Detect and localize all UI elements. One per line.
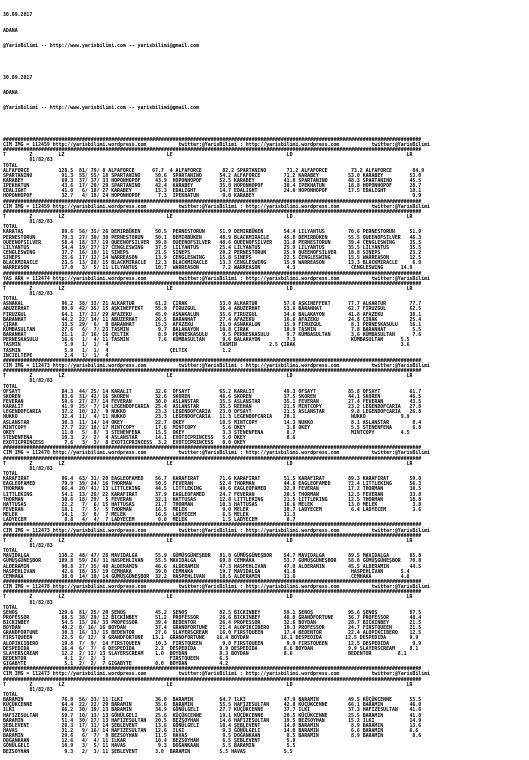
table-row: LILYANTUS 54.4 19/ 27/ 17 CENGLESWING 37.5 LILYANTUS 25.4 LILYANTUS 25.9 LILYANTUS 35.5 LILYANTUS 35.5 <box>3 244 422 251</box>
separator-line: ############################################################################################################################################### <box>3 455 422 462</box>
header-contact: @YarisBilimi -- http://www.yarisbilimi.com -- yarisbilimi@gmail.com <box>3 43 199 50</box>
column-headings: T Z LZ LE LD LR <box>3 285 413 292</box>
separator-line: ############################################################################################################################################### <box>3 666 422 673</box>
separator-line: ############################################################################################################################################### <box>3 368 422 375</box>
table-row: MELEK 14.1 3/ 8/ 7 MELEK 16.5 LADYECEM 6.5 MELEK 11.3 <box>3 512 296 519</box>
table-row: BOYDAN 40.2 8/ 16/ 16 BOYDAN 37.4 GRANDFORTUNE 21.4 ALOPIKCIBERO 19.3 PROFESSOR 24.7 FIRSTQUEEN 21.5 <box>3 625 422 632</box>
table-row: THORMAN 66.4 20/ 41/ 13 LITTLEKING 44.5 LITTLEKING 49.6 EAGLEOFAMED 32.9 FEVERAN 17.2 THORMAN 38.5 <box>3 486 422 493</box>
table-row: OFSAYT 84.3 44/ 25/ 14 KARALIT 32.6 OFSAYT 65.2 KARALIT 49.3 OFSAYT 85.8 OFSAYT 61.7 <box>3 388 422 395</box>
table-row: DOĞANKAAN 12.6 4/ 4/ 11 ILKAR 10.4 BEZSOYHAN 6.5 ŞEBLEVENT 5.8 <box>3 738 296 745</box>
table-row: BEZSOYHAN 9.3 2/ 3/ 11 ŞEBLEVENT 3.0 BARAMIN 5.5 HAVAS 5.5 <box>3 748 293 755</box>
table-row: BLACKMIRACLE 23.5 13/ 28/ 15 BLACKMIRACLE 12.3 BLACKMIRACLE 13.3 CENGLESWING 15.9 WARREASON 13.3 BLACKMIRACLE 6.9 <box>3 260 422 267</box>
separator-line: ############################################################################################################################################### <box>3 280 422 287</box>
race-header: YAS ARA = 112474 http://yarisbilimi.wordpress.com twitter:@YarisBilimi : http://yarisbilimi.wordpress.com twitter:@YarisBilimi <box>3 275 430 282</box>
table-row: ALFAFORCE 128.5 81/ 79/ 8 ALFAFORCE 67.7 4 ALFAFORCE 82.2 SPARTANINO 71.2 ALFAFORCE 73.2 ALFAFORCE 84.9 <box>3 167 425 174</box>
table-row: MINTCOPY 27.7 22/ 18/ 17 MINTCOPY 17.6 MINTCOPY 5.6 OKEY 3.8 OKEY 5.5 STENENFENA 6.8 <box>3 424 422 431</box>
table-row: TASMIN 5.9 1/ 1/ 4 ÇELTIK 1.2 <box>3 347 232 354</box>
table-row: BARAMIN 76.0 56/ 33/ 11 ILKI 36.0 BARAMIN 64.7 ILKI 47.9 BARAMIN 49.5 KÜÇÜKCENNE 55.5 <box>3 697 422 704</box>
table-row: KARABEY 69.3 37/ 37/ 33 HOPONHOPOF 43.9 HOPONHOPOF 52.5 KARABEY 41.8 SPARTANINO 48.3 SPARTANINO 45.5 <box>3 177 422 184</box>
table-row: STENENFENA 10.3 2/ 2/ 4 ASLANSTAR 14.1 EXOTICPRINCESS 5.0 OKEY 8.6 <box>3 435 296 441</box>
table-row: GÖNÜLGELI 10.9 3/ 5/ 11 HAVAS 9.3 DOĞANKAAN 5.5 BARAMIN 5.5 <box>3 743 296 750</box>
table-row: BARAMIN 51.4 30/ 27/ 13 HAFIZESULTAN 20.5 BEZSOYHAN 14.6 HAFIZESULTAN 19.5 BEZSOYHAN 15.2 ILKI 14.9 <box>3 717 422 724</box>
separator-line: ############################################################################################################################################### <box>3 357 422 364</box>
race-block <box>3 138 527 200</box>
race-header: CIM IMG = 112459 http://yarisbilimi.wordpress.com twitter:@YarisBilimi : http://yarisbilimi.wordpress.com twitter:@YarisBilimi <box>3 203 430 210</box>
table-row: GRANDFORTUNE 30.3 16/ 13/ 15 BEDENTOR 27.6 SLAYERSCREAM 16.0 FIRSTQUEEN 17.4 BEDENTOR 22.4 ALOPIKCIBERO 12.5 <box>3 630 422 637</box>
column-subheadings: 81/82/83 <box>3 686 53 693</box>
table-row: CENGLESWING 37.7 16/ 10/ 11 SINEPS 21.5 SINEPS 20.2 PERNESTORUN 25.9 QUEENOFSILVER 18.8 SINEPS 23.2 <box>3 249 422 256</box>
race-header: CIM IMG = 112473 http://yarisbilimi.wordpress.com twitter:@YarisBilimi : http://yarisbilimi.wordpress.com twitter:@YarisBilimi <box>3 671 430 678</box>
table-row: ÇIRAK 33.5 29/ 6/ 8 BARANHAT 15.3 AFAZEKU 21.0 ASNAKALUN 15.9 FIRUZGUL 8.1 PERNESKASULU 16.1 <box>3 321 422 328</box>
race-block <box>3 667 527 754</box>
table-row: WARREASON 17.0 3/ 5/ 11 LILYANTUS 10.7 WARREASON 7.2 WARREASON 4.3 CENGLESWING 14.9 <box>3 265 413 272</box>
table-row: FEVERAN 59.6 27/ 27/ 14 FEVERAN 30.0 ASLANSTAR 35.5 ASLANSTAR 35.1 FEVERAN 27.4 FEVERAN 43.5 <box>3 399 422 406</box>
race-header: CIM IMG = 112470 http://yarisbilimi.wordpress.com twitter:@YarisBilimi : http://yarisbilimi.wordpress.com twitter:@YarisBilimi <box>3 450 430 457</box>
header2-date: 30.09.2017 <box>3 74 33 81</box>
separator-line: ############################################################################################################################################### <box>3 208 422 215</box>
column-headings: T Z LZ LE LD LR <box>3 537 413 544</box>
table-row: FIRUZGUL 64.1 17/ 21/ 29 AFAZEKU 45.9 ASNAKALUN 35.6 FIRUZGUL 34.6 BALAKAYON 41.8 AFAZEKU 38.1 <box>3 311 422 318</box>
column-subheadings: 81/82/83 <box>3 465 53 472</box>
table-row: BICKINBEY 54.5 15/ 26/ 33 PROFESSOR 39.4 BEDENTOR 26.4 PROFESSOR 32.6 BOYDAN 28.7 BICKINBEY 21.5 <box>3 620 422 627</box>
table-row: FEVERAN 18.1 7/ 5/ 5 THORMAN 16.5 MELEK 9.0 MELEK 10.7 LADYECEM 6.4 LADYECEM 3.6 <box>3 506 422 513</box>
header2-contact: @YarisBilimi -- http://www.yarisbilimi.com -- yarisbilimi@gmail.com <box>3 105 199 112</box>
table-row: GÜMÜŞGÜNEŞBOR 109.8 59/ 26/ 31 HASPEHLIVAN 55.5 MAVIDALGA 69.8 CEMHAKA 53.7 GÜMÜŞGÜNEŞBOR 58.8 GÜMÜŞGÜNEŞBOR 70.8 <box>3 558 422 565</box>
blank-line <box>3 60 527 66</box>
table-row: HATTUSAS 22.2 7/ 6/ 15 HATTUSAS 21.7 THORMAN 10.3 HATTUSAS 16.6 MELEK 13.0 MELEK 3.8 <box>3 501 422 508</box>
table-row: ILKI 66.2 30/ 10/ 13 BARAMIN 34.9 GÖNÜLGELI 27.7 KÜÇÜKCENNE 37.7 ILKI 37.3 HAFIZESULTAN 41.0 <box>3 707 422 714</box>
table-row: TASMIN 5.9 1/ 1/ 4 TASMIN 2.5 ÇIRAK 3.6 <box>3 342 410 349</box>
race-block <box>3 446 527 523</box>
document-body <box>3 3 527 755</box>
separator-line: ############################################################################################################################################### <box>3 578 422 585</box>
table-row: DESPEDIDA 16.4 6/ 7/ 6 DESPEDIDA 2.2 DESPEDIDA 9.9 DESPEDIDA 8.6 BOYDAN 9.9 SLAYERSCREAM 8.1 <box>3 645 419 652</box>
table-row: KÜÇÜKCENNE 64.4 22/ 22/ 29 BARAMIN 35.6 BARAMIN 55.5 HAFIZESULTAN 42.8 KÜÇÜKCENNE 66.1 BARAMIN 46.0 <box>3 702 422 709</box>
race-block <box>3 523 527 580</box>
table-row: THORMAN 30.6 18/ 29/ 5 FEVERAN 32.1 HATTUSAS 12.8 LITTLEKING 21.5 LITTLEKING 12.5 THORMAN 18.8 <box>3 496 422 503</box>
table-row: PERNESTORUN 79.3 27/ 30/ 30 PERNESTORUN 50.1 DEMIRBÜKEN 48.9 BLACKMIRACLE 45.8 DEMIRBÜKEN 55.5 QUEENOFSILVER 46.3 <box>3 234 422 241</box>
table-row: PERNESKASULU 16.6 1/ 4/ 11 TASMIN 7.6 KÜMBASULTAN 9.6 BALAKAYON 7.3 KÜMBASULTAN 5.5 <box>3 337 410 344</box>
table-row: SINEPS 25.6 17/ 12/ 14 WARREASON 13.9 CENGLESWING 15.8 SINEPS 22.5 CENGLESWING 15.5 WARREASON 12.5 <box>3 255 422 262</box>
table-row: LADYECEM 8.8 4/ 4/ 7 LADYECEM 0.0 MELEK 1.5 LADYECEM 0.7 <box>3 517 296 524</box>
race-blocks <box>3 138 527 755</box>
table-row: GIGABYTE 5.1 2/ 2/ 7 GIGABYTE 0.0 BOYDAN 4.2 <box>3 661 229 668</box>
column-subheadings: 81/82/83 <box>3 599 53 606</box>
table-row: BARANHAT 21.1 2/ 16/ 16 ÇELTIK 8.9 PERNESKASULU 9.5 PERNESKASULU 9.7 KÜMBASULTAN 3.6 KÜMBASULTAN 7.6 <box>3 332 422 339</box>
table-row: ŞENOŞ 129.6 81/ 25/ 20 ŞENOŞ 45.2 ŞENOŞ 82.5 BICKINBEY 59.1 ŞENOŞ 95.6 ŞENOŞ 87.5 <box>3 609 422 616</box>
table-row: KARATAŞ 89.6 56/ 35/ 26 DEMIRBÜKEN 50.5 PERNESTORUN 51.9 DEMIRBÜKEN 54.4 LILYANTUS 70.6 PERNESTORUN 51.9 <box>3 229 422 236</box>
table-row: ABUZERHAT 80.0 42/ 35/ 15 AŞKINEFFEKT 55.9 FIRUZGUL 36.4 ABUZERHAT 53.6 BARANHAT 62.7 FIRUZGUL 62.5 <box>3 306 422 313</box>
table-row: KARALIT 41.9 25/ 7/ 14 LEGENDOFCARIA 25.4 ASLANSTAR 35.5 REEHAN 21.5 MINTCOPY 23.2 LEGENDOFCARIA 27.8 <box>3 404 422 411</box>
column-headings: T Z LZ LE LD LR <box>3 460 413 467</box>
column-headings: T Z LZ LE LD LR <box>3 594 413 601</box>
column-subheadings: 81/82/83 <box>3 542 53 549</box>
separator-line: ############################################################################################################################################### <box>3 270 422 277</box>
table-row: CEMHAKA 38.0 14/ 10/ 14 GÜMÜŞGÜNEŞBOR 32.2 HASPEHLIVAN 18.5 ALDERAMIN 11.6 CEMHAKA 4.8 <box>3 573 410 580</box>
separator-line: ############################################################################################################################################### <box>3 198 422 205</box>
separator-line: ############################################################################################################################################### <box>3 532 422 539</box>
table-row: OKEY 11.0 5/ 8/ 3 STENENFENA 15.5 OKEY 3.3 STENENFENA 8.7 MINTCOPY 4.5 <box>3 429 410 436</box>
table-row: EXOTICPRINCESS 7.6 3/ 3/ 8 EXOTICPRINCESS 3.2 EXOTICPRINCESS 0.0 OKEY <box>3 440 246 447</box>
table-row: HASPEHLIVAN 42.6 18/ 15/ 19 CEMHAKA 39.0 CEMHAKA 19.7 MAVIDALGA 41.8 HASPEHLIVAN 5.4 <box>3 568 410 575</box>
column-subheadings: 81/82/83 <box>3 378 53 385</box>
table-row: KARAFIRAT 96.4 63/ 31/ 20 EAGLEOFAMED 56.7 KARAFIRAT 71.6 KARAFIRAT 51.5 KARAFIRAT 89.3 KARAFIRAT 59.0 <box>3 476 422 483</box>
table-row: ŞEBLEVENT 28.3 17/ 11/ 14 ŞEBLEVENT 13.6 GÖNÜLGELI 10.4 ŞEBLEVENT 14.0 BARAMIN 8.9 BARAMIN 13.6 <box>3 722 422 729</box>
table-row: ASNAKAL 96.2 38/ 33/ 21 ALKARTUR 61.2 ÇIRAK 53.0 ALKARTUR 57.6 AŞKINEFFEKT 77.7 ALKARTUR 77.7 <box>3 301 422 308</box>
table-row: TOTAL <box>3 383 422 390</box>
separator-line: ############################################################################################################################################### <box>3 445 422 452</box>
race-block <box>3 580 527 667</box>
table-row: HAVAS 31.2 9/ 16/ 14 HAFIZESULTAN 12.6 ILKI 9.3 GÖNÜLGELI 14.0 BARAMIN 6.6 BARAMIN 6.6 <box>3 728 419 735</box>
table-row: PROFESSOR 68.5 38/ 29/ 12 BICKINBEY 51.2 PROFESSOR 26.6 BICKINBEY 48.0 GRANDFORTUNE 36.7 PROFESSOR 48.4 <box>3 614 422 621</box>
table-row: HAFIZESULTAN 59.7 10/ 13/ 13 GÖNÜLGELI 25.6 KÜÇÜKCENNE 19.1 KÜÇÜKCENNE 20.5 KÜÇÜKCENNE 25.5 BARAMIN 41.0 <box>3 712 422 719</box>
column-headings: T Z LZ LE LD LR <box>3 373 413 380</box>
separator-line: ############################################################################################################################################### <box>3 589 422 596</box>
header-city: ADANA <box>3 27 18 34</box>
race-block <box>3 272 527 359</box>
table-row: EAGLEOFAMED 79.9 39/ 24/ 16 THORMAN 50.5 FEVERAN 52.4 THORMAN 44.6 EAGLEOFAMED 72.4 LITTLEKING 56.3 <box>3 481 422 488</box>
column-headings: T Z LZ LE LD LR <box>3 681 413 688</box>
separator-line: ############################################################################################################################################### <box>3 522 422 529</box>
table-row: ALOPIKCIBERO 19.8 7/ 9/ 14 FIRSTQUEEN 10.3 FIRSTQUEEN 9.0 FIRSTQUEEN 9.9 FIRSTQUEEN 12.5 DESPEDIDA 9.9 <box>3 640 422 647</box>
separator-line: ############################################################################################################################################### <box>3 147 422 154</box>
table-row: HOPONHOPOF 32.7 4/ 18/ 24 HOPONHOPOF 7.3 IPEKHATUN 9.0 KARABEY 9.9 <box>3 193 422 200</box>
table-row: TOTAL <box>3 224 422 231</box>
race-header: CIM IMG = 112473 http://yarisbilimi.wordpress.com twitter:@YarisBilimi : http://yarisbilimi.wordpress.com twitter:@YarisBilimi <box>3 527 430 534</box>
column-subheadings: 81/82/83 <box>3 291 53 298</box>
table-row: BARANHAT 44.2 22/ 14/ 11 ABUZERHAT 26.5 BARANHAT 27.4 AFAZEKU 16.6 AFAZEKU 24.8 ÇIRAK 25.4 <box>3 316 422 323</box>
column-headings: T Z LZ LE LD LR <box>3 152 413 159</box>
table-row: BARAMIN 29.6 6/ 7/ 8 BEZSOYHAN 11.5 HAVAS 9.5 DOĞANKAAN 8.5 BARAMIN 8.9 BARAMIN 8.6 <box>3 733 422 740</box>
header2-city: ADANA <box>3 90 18 97</box>
column-subheadings: 81/82/83 <box>3 157 53 164</box>
race-block <box>3 359 527 446</box>
table-row: SKOREN 83.6 31/ 42/ 16 SKOREN 32.6 SKOREN 46.6 SKOREN 37.5 SKOREN 44.1 SKOREN 46.5 <box>3 393 422 400</box>
table-row: INCIELTEPE 2.4 1/ 1/ 4 <box>3 352 109 359</box>
table-row: TOTAL <box>3 162 422 169</box>
race-block <box>3 200 527 272</box>
column-headings: T Z LZ LE LD LR <box>3 213 413 220</box>
table-row: SPARTANINO 91.3 55/ 55/ 18 SPARTANINO 50.6 SPARTANINO 54.2 ALFAFORCE 71.2 KARABEY 53.0 KARABEY 53.0 <box>3 172 422 179</box>
table-row: BEDENTOR 4.1 2/ 2/ 3 FIRSTQUEEN 6.3 <box>3 656 229 663</box>
separator-line: ############################################################################################################################################### <box>3 136 422 143</box>
table-row: LITTLEKING 54.1 13/ 26/ 22 KARAFIRAT 37.9 EAGLEOFAMED 24.7 FEVERAN 20.5 THORMAN 12.5 FEVERAN 33.8 <box>3 491 422 498</box>
table-row: KÜMBASULTAN 27.6 6/ 7/ 23 TASMIN 9.7 BALAKAYON 10.8 ÇIRAK 10.9 TASMIN 7.8 BARANHAT 5.5 <box>3 327 422 334</box>
race-header: CIM IMG = 112473 http://yarisbilimi.wordpress.com twitter:@YarisBilimi : http://yarisbilimi.wordpress.com twitter:@YarisBilimi <box>3 363 430 370</box>
table-row: TOTAL <box>3 296 422 303</box>
table-row: FIRSTQUEEN 22.5 6/ 12/ 9 GRANDFORTUNE 13.1 GRANDFORTUNE 16.4 BOYDAN 16.1 DESPEDIDA 12.5 DESPEDIDA 9.9 <box>3 635 419 642</box>
race-header: CIM IMG = 112478 http://yarisbilimi.wordpress.com twitter:@YarisBilimi : http://yarisbilimi.wordpress.com twitter:@YarisBilimi <box>3 584 430 591</box>
table-row: TOTAL <box>3 692 422 699</box>
header-date: 30.09.2017 <box>3 12 33 19</box>
table-row: TOTAL <box>3 548 422 555</box>
table-row: IPEKHATUN 43.6 17/ 20/ 29 SPARTANINO 42.4 KARABEY 35.0 HOPONHOPOF 38.4 IPEKHATUN 18.8 HOPONHOPOF 28.7 <box>3 183 422 190</box>
table-row: QUEENOFSILVER 58.4 18/ 37/ 19 QUEENOFSILVER 39.8 QUEENOFSILVER 40.6 QUEENOFSILVER 31.8 PERNESTORUN 39.4 CENGLESWING 35.5 <box>3 239 422 246</box>
table-row: EDALIGHT 41.0 6/ 18/ 27 KARABEY 15.3 EDALIGHT 14.7 EDALIGHT 24.0 HOPONHOPOF 17.5 EDALIGHT 10.1 <box>3 188 422 195</box>
separator-line: ############################################################################################################################################### <box>3 676 422 683</box>
blank-line <box>3 122 527 128</box>
table-row: NUKKO 32.4 11/ 4/ 11 NUKKO 23.3 LEGENDOFCARIA 11.3 LEGENDOFCARIA 20.1 NUKKO 9.9 <box>3 414 410 421</box>
column-subheadings: 81/82/83 <box>3 219 53 226</box>
table-row: TOTAL <box>3 604 422 611</box>
table-row: ASLANSTAR 30.3 11/ 14/ 14 OKEY 22.7 OKEY 10.5 MINTCOPY 14.3 NUKKO 8.1 ASLANSTAR 8.4 <box>3 419 422 426</box>
table-row: SLAYERSCREAM 12.2 2/ 12/ 13 SLAYERSCREAM 1.0 BOYDAN 8.3 BOYDAN 8.6 BEDENTOR 8.1 <box>3 650 407 657</box>
table-row: LEGENDOFCARIA 37.2 10/ 12/ 9 NUKKO 23.3 LEGENDOFCARIA 23.0 OFSAYT 21.5 ASLANSTAR 9.8 LEGENDOFCARIA 26.8 <box>3 409 422 416</box>
race-header: CIM IMG = 112459 http://yarisbilimi.wordpress.com twitter:@YarisBilimi : http://yarisbilimi.wordpress.com twitter:@YarisBilimi <box>3 141 430 148</box>
table-row: TOTAL <box>3 470 422 477</box>
table-row: MAVIDALGA 130.2 48/ 47/ 28 MAVIDALGA 55.9 GÜMÜŞGÜNEŞBOR 81.0 GÜMÜŞGÜNEŞBOR 54.7 MAVIDALGA 89.5 MAVIDALGA 85.8 <box>3 553 422 560</box>
table-row: ALDERAMIN 90.8 27/ 35/ 48 ALDERAMIN 46.6 ALDERAMIN 47.3 HASPEHLIVAN 47.0 ALDERAMIN 45.5 ALDERAMIN 44.5 <box>3 563 422 570</box>
